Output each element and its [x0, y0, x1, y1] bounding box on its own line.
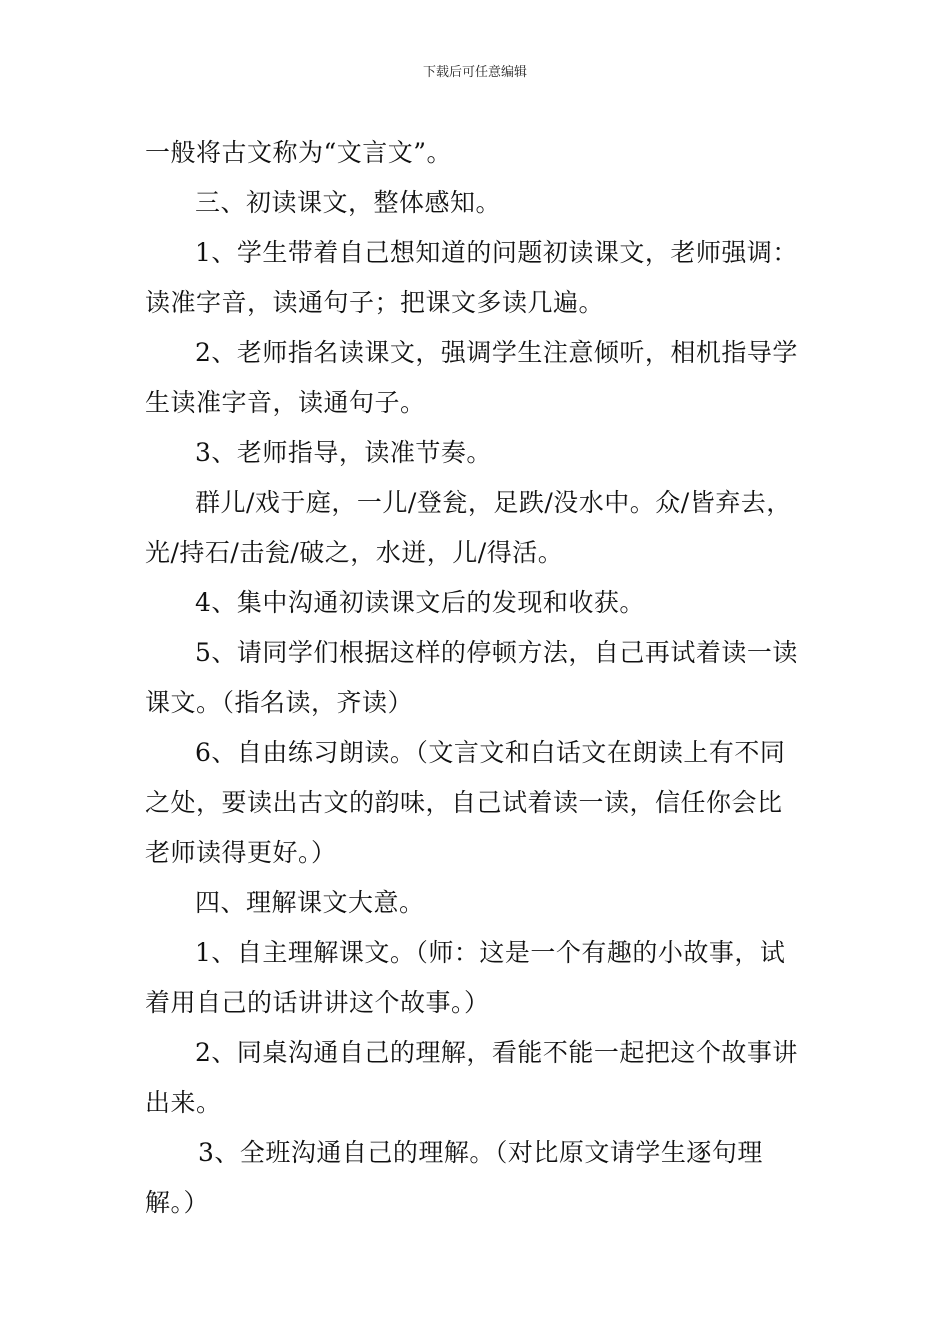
- text-line: 课文。（指名读，齐读）: [145, 688, 414, 717]
- text-line: 生读准字音，读通句子。: [145, 388, 426, 417]
- section-heading-4: [145, 878, 825, 928]
- paragraph-step-2: [145, 328, 825, 428]
- paragraph-understand-1: [145, 928, 825, 1028]
- text-line: 群儿/戏于庭，一儿/登瓮，足跌/没水中。众/皆弃去，: [195, 488, 792, 517]
- text-line: 1、自主理解课文。（师：这是一个有趣的小故事，试: [195, 938, 786, 967]
- section-heading-3: [145, 178, 825, 228]
- paragraph-step-4: [145, 578, 825, 628]
- text-line: 解。）: [145, 1188, 210, 1217]
- text-line: 5、请同学们根据这样的停顿方法，自己再试着读一读: [195, 638, 798, 667]
- text-line: 三、初读课文，整体感知。: [195, 188, 502, 217]
- paragraph-understand-3: [145, 1128, 825, 1228]
- text-line: 光/持石/击瓮/破之，水迸，儿/得活。: [145, 538, 564, 567]
- paragraph-understand-2: [145, 1028, 825, 1128]
- text-line: 1、学生带着自己想知道的问题初读课文，老师强调：: [195, 238, 798, 267]
- text-line: 读准字音，读通句子；把课文多读几遍。: [145, 288, 605, 317]
- text-line: 出来。: [145, 1088, 222, 1117]
- paragraph-step-5: [145, 628, 825, 728]
- document-body: [145, 128, 825, 1228]
- text-line: 着用自己的话讲讲这个故事。）: [145, 988, 490, 1017]
- text-line: 老师读得更好。）: [145, 838, 337, 867]
- paragraph-step-3: [145, 428, 825, 478]
- text-line: 3、全班沟通自己的理解。（对比原文请学生逐句理: [198, 1138, 763, 1167]
- page-header: 下载后可任意编辑: [422, 65, 527, 80]
- paragraph-classical-text: [145, 478, 825, 578]
- text-line: 四、理解课文大意。: [195, 888, 425, 917]
- text-line: 2、老师指名读课文，强调学生注意倾听，相机指导学: [195, 338, 798, 367]
- text-line: 2、同桌沟通自己的理解，看能不能一起把这个故事讲: [195, 1038, 798, 1067]
- text-line: 4、集中沟通初读课文后的发现和收获。: [195, 588, 645, 617]
- paragraph-step-1: [145, 228, 825, 328]
- text-line: 一般将古文称为“文言文”。: [145, 138, 453, 167]
- paragraph-intro-continuation: [145, 128, 825, 178]
- text-line: 6、自由练习朗读。（文言文和白话文在朗读上有不同: [195, 738, 786, 767]
- text-line: 3、老师指导，读准节奏。: [195, 438, 492, 467]
- text-line: 之处，要读出古文的韵味，自己试着读一读，信任你会比: [145, 788, 783, 817]
- paragraph-step-6: [145, 728, 825, 878]
